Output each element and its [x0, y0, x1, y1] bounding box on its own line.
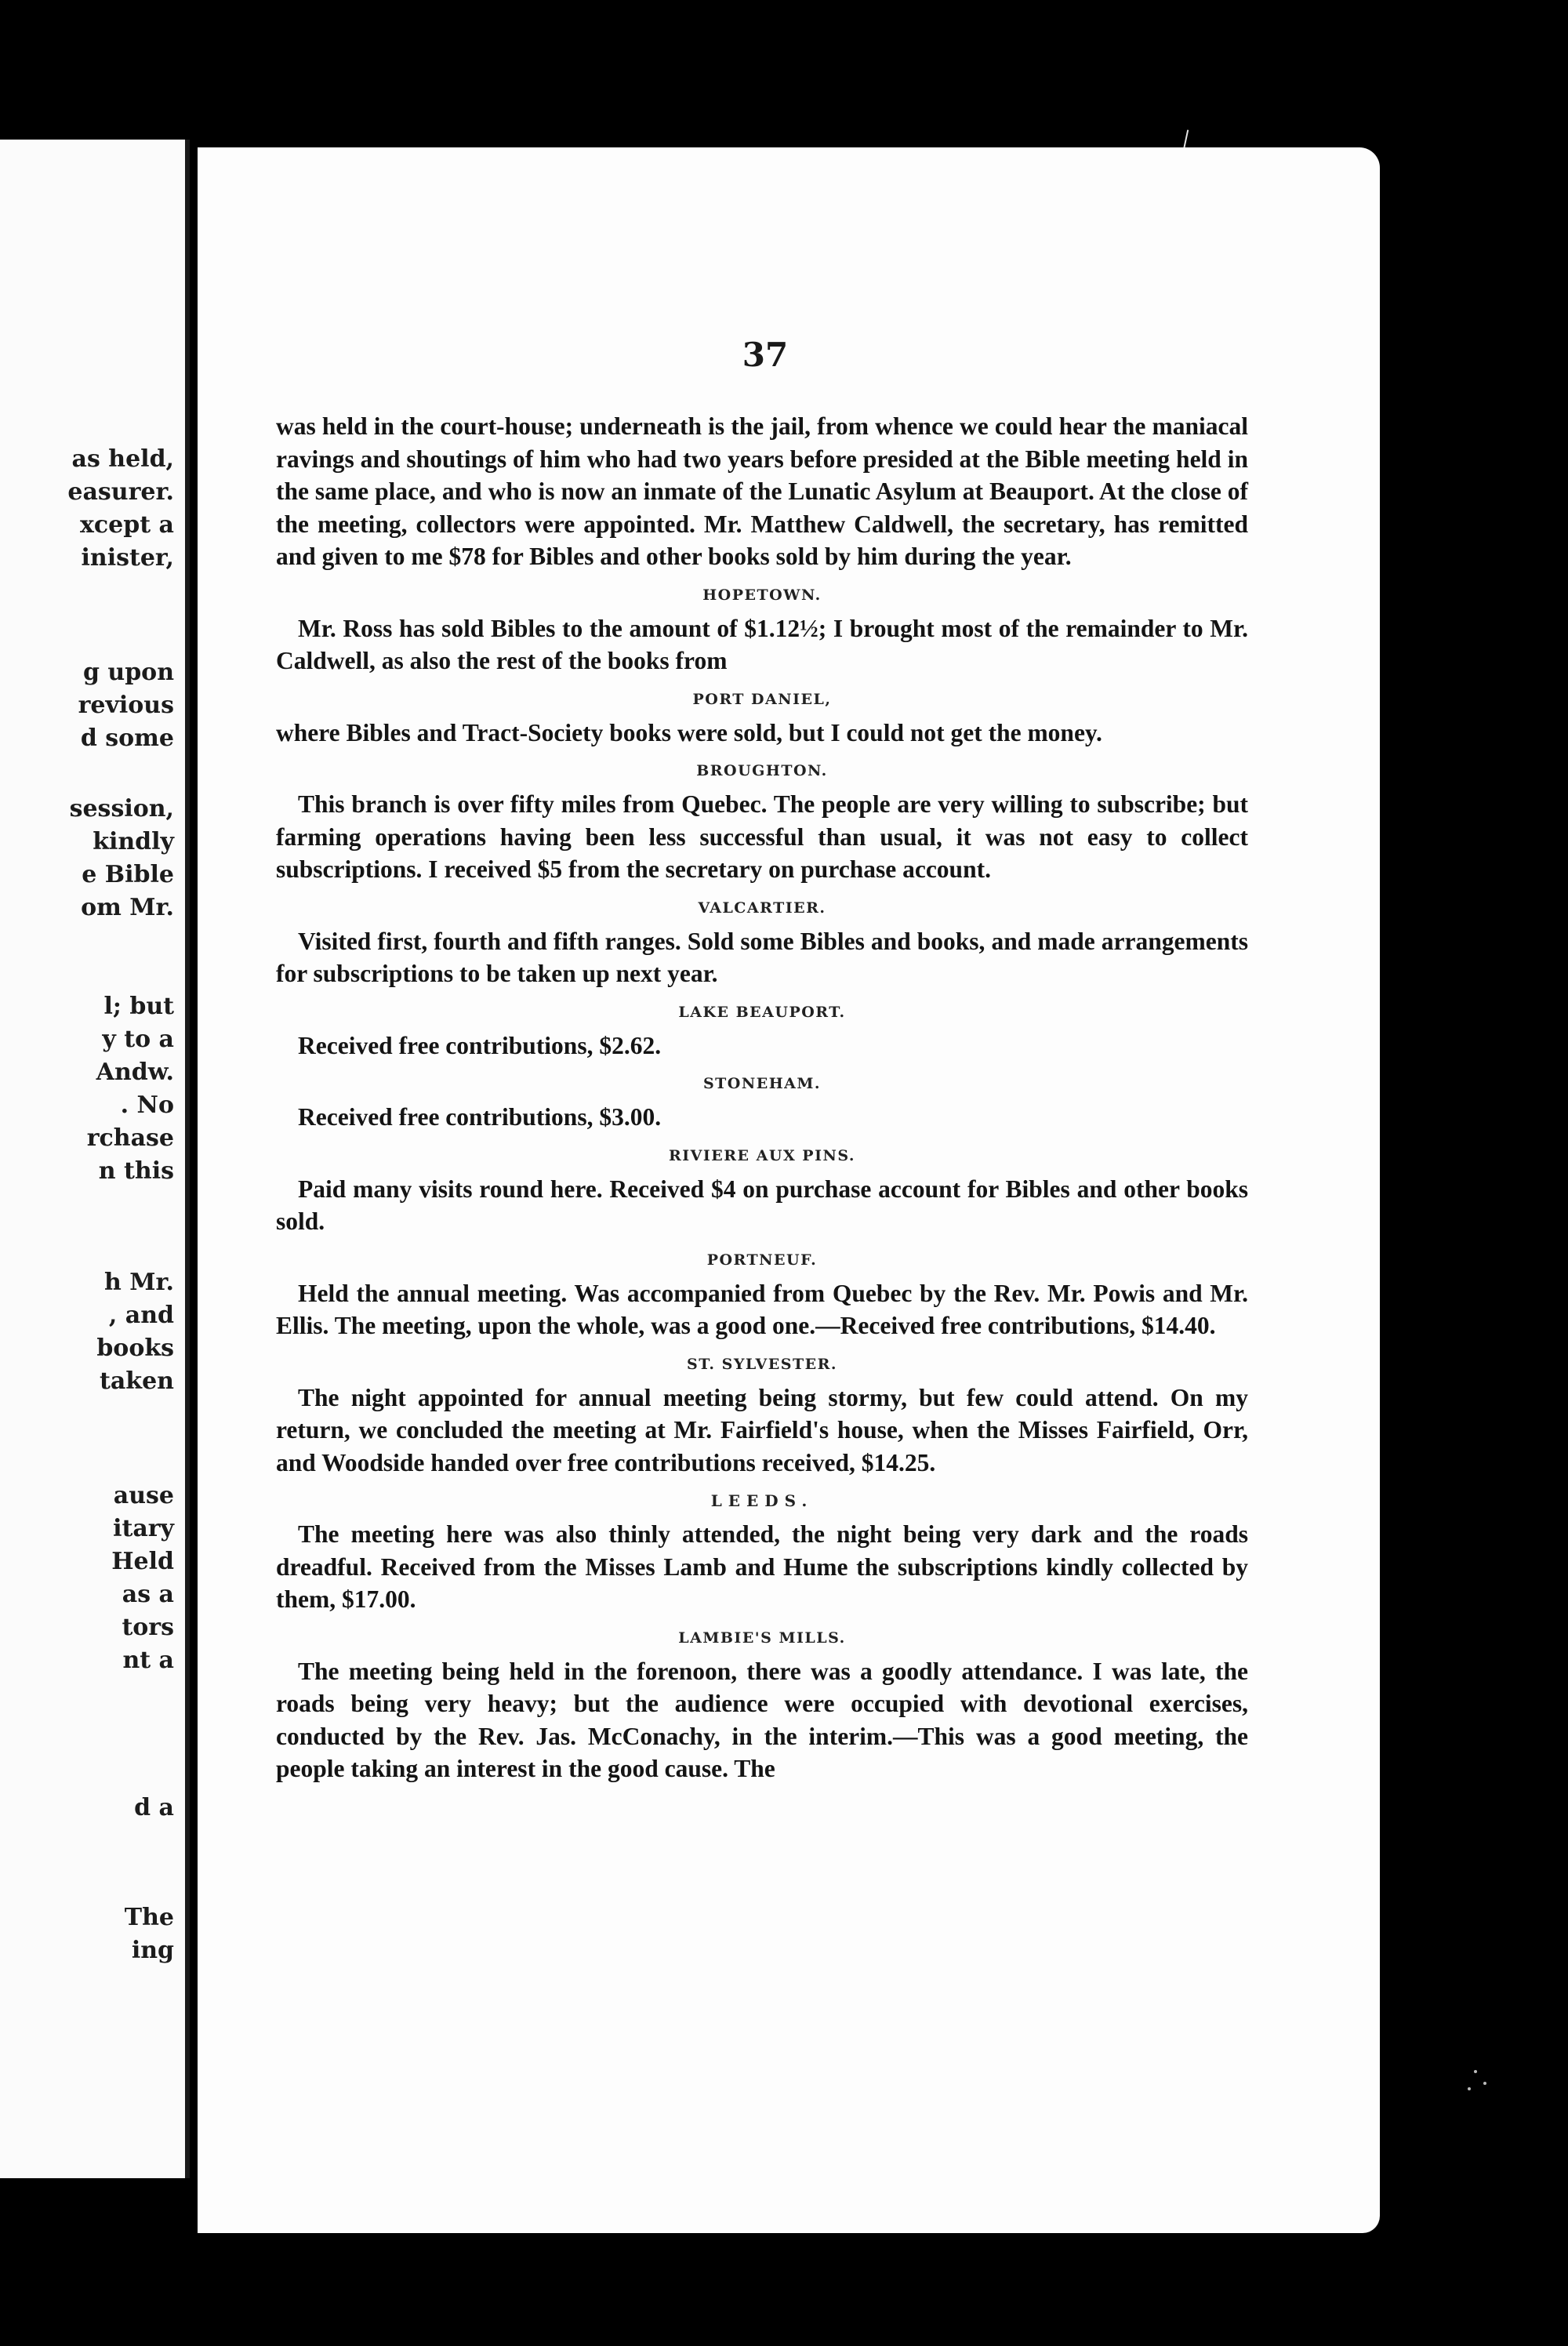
- prev-page-line: rchase: [86, 1124, 174, 1152]
- prev-page-line: itary: [113, 1515, 174, 1542]
- paragraph-lambies-mills: The meeting being held in the forenoon, there was a goodly attendance. I was late, the roads being very heavy; but the audience were occupied with devotional exercises, conducted by the Rev. Jas. McConachy, in the interim.—This was a good meeting, the people taking an interest in the good cause. The: [276, 1657, 1248, 1782]
- prev-page-line: session,: [69, 795, 174, 823]
- paragraph-portneuf: Held the annual meeting. Was accompanied from Quebec by the Rev. Mr. Powis and Mr. Ellis. The meeting, upon the whole, was a good one.—Received free contributions, $14.40.: [276, 1279, 1248, 1339]
- prev-page-line: , and: [108, 1302, 174, 1329]
- paragraph-continued: was held in the court-house; underneath is the jail, from whence we could hear the maniacal ravings and shoutings of him who had two years before presided at the Bible meeting held in the same place, and who is now an inmate of the Lunatic Asylum at Beauport. At the close of the meeting, collectors were appointed. Mr. Matthew Caldwell, the secretary, has remitted and given to me $78 for Bibles and other books sold by him during the year.: [276, 412, 1248, 570]
- paragraph-st-sylvester: The night appointed for annual meeting being stormy, but few could attend. On my return, we concluded the meeting at Mr. Fairfield's house, when the Misses Fairfield, Orr, and Woodside handed over free contributions received, $14.25.: [276, 1383, 1248, 1476]
- section-heading-hopetown: HOPETOWN.: [702, 586, 822, 604]
- prev-page-line: inister,: [81, 544, 174, 572]
- prev-page-line: as held,: [71, 445, 174, 473]
- prev-page-line: n this: [98, 1157, 174, 1185]
- paragraph-stoneham: Received free contributions, $3.00.: [298, 1103, 662, 1131]
- section-heading-lambies-mills: LAMBIE'S MILLS.: [678, 1629, 846, 1647]
- prev-page-line: The: [124, 1904, 174, 1931]
- paragraph-riviere-aux-pins: Paid many visits round here. Received $4 on purchase account for Bibles and other books sold.: [276, 1175, 1248, 1235]
- prev-page-line: g upon: [82, 659, 174, 686]
- section-heading-riviere-aux-pins: RIVIERE AUX PINS.: [668, 1146, 856, 1164]
- prev-page-line: . No: [120, 1091, 174, 1119]
- prev-page-line: kindly: [93, 828, 174, 855]
- section-heading-port-daniel: PORT DANIEL,: [692, 690, 832, 708]
- section-heading-st-sylvester: ST. SYLVESTER.: [687, 1355, 837, 1373]
- prev-page-line: om Mr.: [81, 894, 174, 921]
- section-heading-broughton: BROUGHTON.: [696, 762, 828, 779]
- page-content: [276, 410, 1248, 1785]
- prev-page-line: revious: [78, 692, 174, 719]
- prev-page-line: e Bible: [82, 861, 174, 888]
- prev-page-line: books: [96, 1335, 174, 1362]
- section-heading-leeds: LEEDS.: [710, 1491, 814, 1510]
- prev-page-line: l; but: [103, 993, 174, 1020]
- section-heading-portneuf: PORTNEUF.: [706, 1251, 818, 1269]
- document-page: [198, 147, 1380, 2233]
- prev-page-line: Held: [111, 1548, 174, 1575]
- prev-page-line: d some: [80, 724, 174, 752]
- prev-page-line: xcept a: [80, 511, 174, 539]
- prev-page-line: y to a: [102, 1026, 174, 1053]
- paragraph-lake-beauport: Received free contributions, $2.62.: [298, 1031, 662, 1059]
- prev-page-line: taken: [100, 1367, 174, 1395]
- paragraph-hopetown: Mr. Ross has sold Bibles to the amount of $1.12½; I brought most of the remainder to Mr. Caldwell, as also the rest of the books from: [276, 614, 1248, 674]
- paragraph-valcartier: Visited first, fourth and fifth ranges. Sold some Bibles and books, and made arrangements for subscriptions to be taken up next year.: [276, 927, 1248, 987]
- scan-speckle: [1468, 2087, 1471, 2090]
- prev-page-line: easurer.: [67, 478, 174, 506]
- prev-page-line: ing: [131, 1937, 174, 1964]
- prev-page-line: d a: [134, 1794, 174, 1821]
- prev-page-line: h Mr.: [104, 1269, 174, 1296]
- prev-page-line: Andw.: [96, 1059, 174, 1086]
- paragraph-broughton: This branch is over fifty miles from Quebec. The people are very willing to subscribe; but farming operations having been less successful than usual, it was not easy to collect subscriptions. I received $5 from the secretary on purchase account.: [276, 790, 1248, 883]
- paragraph-port-daniel: where Bibles and Tract-Society books were sold, but I could not get the money.: [276, 718, 1102, 746]
- section-heading-valcartier: VALCARTIER.: [698, 899, 826, 917]
- prev-page-line: ause: [113, 1482, 174, 1509]
- paragraph-leeds: The meeting here was also thinly attended, the night being very dark and the roads dreadful. Received from the Misses Lamb and Hume the subscriptions kindly collected by them, $17.00.: [276, 1520, 1248, 1613]
- section-heading-lake-beauport: LAKE BEAUPORT.: [678, 1003, 846, 1021]
- previous-page-edge: [0, 140, 190, 2178]
- section-heading-stoneham: STONEHAM.: [702, 1075, 822, 1092]
- prev-page-line: as a: [122, 1581, 174, 1608]
- prev-page-line: tors: [122, 1614, 174, 1641]
- page-number: 37: [742, 336, 789, 374]
- scan-speckle: [1483, 2082, 1486, 2085]
- scan-speckle: [1474, 2070, 1477, 2073]
- prev-page-line: nt a: [122, 1647, 174, 1674]
